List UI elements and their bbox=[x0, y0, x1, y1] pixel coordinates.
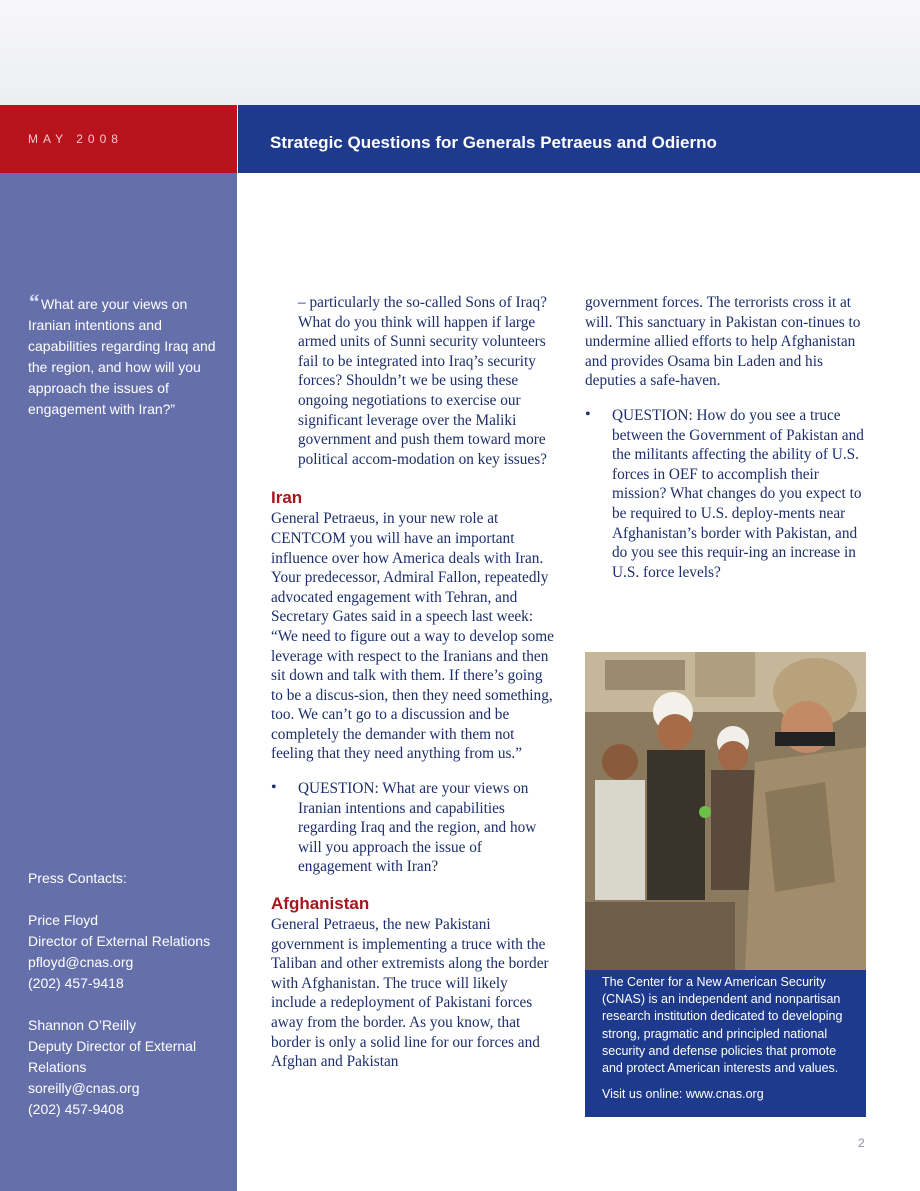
continued-question: – particularly the so-called Sons of Iraq? What do you think will happen if large armed units of Sunni security volunteers fail to be integrated into Iraq’s security forces? Shouldn’t we be using these ongoing negotiations to exercise our significant leverage over the Maliki government and push them toward more political accom-modation on key issues? bbox=[298, 294, 547, 468]
contact-role: Deputy Director of External Relations bbox=[28, 1038, 197, 1075]
iran-heading: Iran bbox=[271, 488, 303, 508]
pull-quote-text: What are your views on Iranian intentions and capabilities regarding Iraq and the region, and how will you approach the issues of engagement with Iran?” bbox=[28, 296, 216, 417]
quote-mark-icon: “ bbox=[28, 289, 39, 314]
contact-phone: (202) 457-9408 bbox=[28, 1101, 124, 1117]
page-title: Strategic Questions for Generals Petraeus and Odierno bbox=[270, 133, 717, 152]
iran-paragraph: General Petraeus, in your new role at CENTCOM you will have an important influence over how America deals with Iran. Your predecessor, Admiral Fallon, repeatedly advocated engagement with Tehran, and Secretary Gates said in a speech last week: “We need to figure out a way to develop some leverage with respect to the Iranians and then sit down and talk with them. If there’s going to be a discus-sion, then they need something, too. We can’t go to a discussion and be completely the demander with them not feeling that they need anything from us.” bbox=[271, 510, 554, 763]
afghanistan-paragraph-continued: government forces. The terrorists cross it at will. This sanctuary in Pakistan con-tinues to undermine allied efforts to help Afghanistan and provides Osama bin Laden and his deputies a safe-haven. bbox=[585, 294, 861, 390]
about-box bbox=[585, 970, 866, 1117]
contact-role: Director of External Relations bbox=[28, 933, 211, 949]
website-link[interactable]: Visit us online: www.cnas.org bbox=[602, 1087, 764, 1102]
bullet-icon: • bbox=[271, 779, 277, 797]
afghanistan-paragraph: General Petraeus, the new Pakistani government is implementing a truce with the Taliban and other extremists along the border with Afghanistan. The truce will likely include a redeployment of Pakistani forces away from the border. As you know, that border is only a solid line for our forces and Afghan and Pakistan bbox=[271, 916, 549, 1071]
page-number: 2 bbox=[858, 1136, 865, 1150]
issue-date: MAY 2008 bbox=[28, 132, 123, 146]
title-block bbox=[238, 105, 920, 173]
afghanistan-heading: Afghanistan bbox=[271, 894, 370, 914]
press-contacts-title: Press Contacts: bbox=[28, 870, 127, 886]
column-2 bbox=[585, 293, 865, 582]
pull-quote bbox=[28, 289, 226, 420]
contact-name: Shannon O’Reilly bbox=[28, 1017, 137, 1033]
column-1 bbox=[271, 293, 556, 1072]
top-band bbox=[0, 0, 920, 105]
sidebar bbox=[0, 173, 237, 1191]
afghanistan-question bbox=[585, 406, 865, 582]
about-text: The Center for a New American Security (CNAS) is an independent and nonpartisan research institution dedicated to developing strong, pragmatic and principled national security and defense policies that promote and protect American interests and values. bbox=[602, 975, 843, 1076]
contact-name: Price Floyd bbox=[28, 912, 99, 928]
soldier-photo bbox=[585, 652, 866, 970]
press-contacts bbox=[28, 868, 233, 1120]
bullet-icon: • bbox=[585, 405, 591, 423]
contact-phone: (202) 457-9418 bbox=[28, 975, 124, 991]
iran-question-text: QUESTION: What are your views on Iranian intentions and capabilities regarding Iraq and the region, and how will you approach the issue of engagement with Iran? bbox=[298, 780, 537, 876]
afghanistan-question-text: QUESTION: How do you see a truce between the Government of Pakistan and the militants affecting the ability of U.S. forces in OEF to accomplish their mission? What changes do you expect to be required to U.S. deploy-ments near Afghanistan’s border with Pakistan, and do you see this requir-ing an increase in U.S. force levels? bbox=[612, 406, 864, 581]
contact-email[interactable]: soreilly@cnas.org bbox=[28, 1080, 140, 1096]
photo-illustration bbox=[585, 652, 866, 970]
iran-question bbox=[271, 779, 556, 877]
contact-email[interactable]: pfloyd@cnas.org bbox=[28, 954, 134, 970]
date-block bbox=[0, 105, 237, 173]
